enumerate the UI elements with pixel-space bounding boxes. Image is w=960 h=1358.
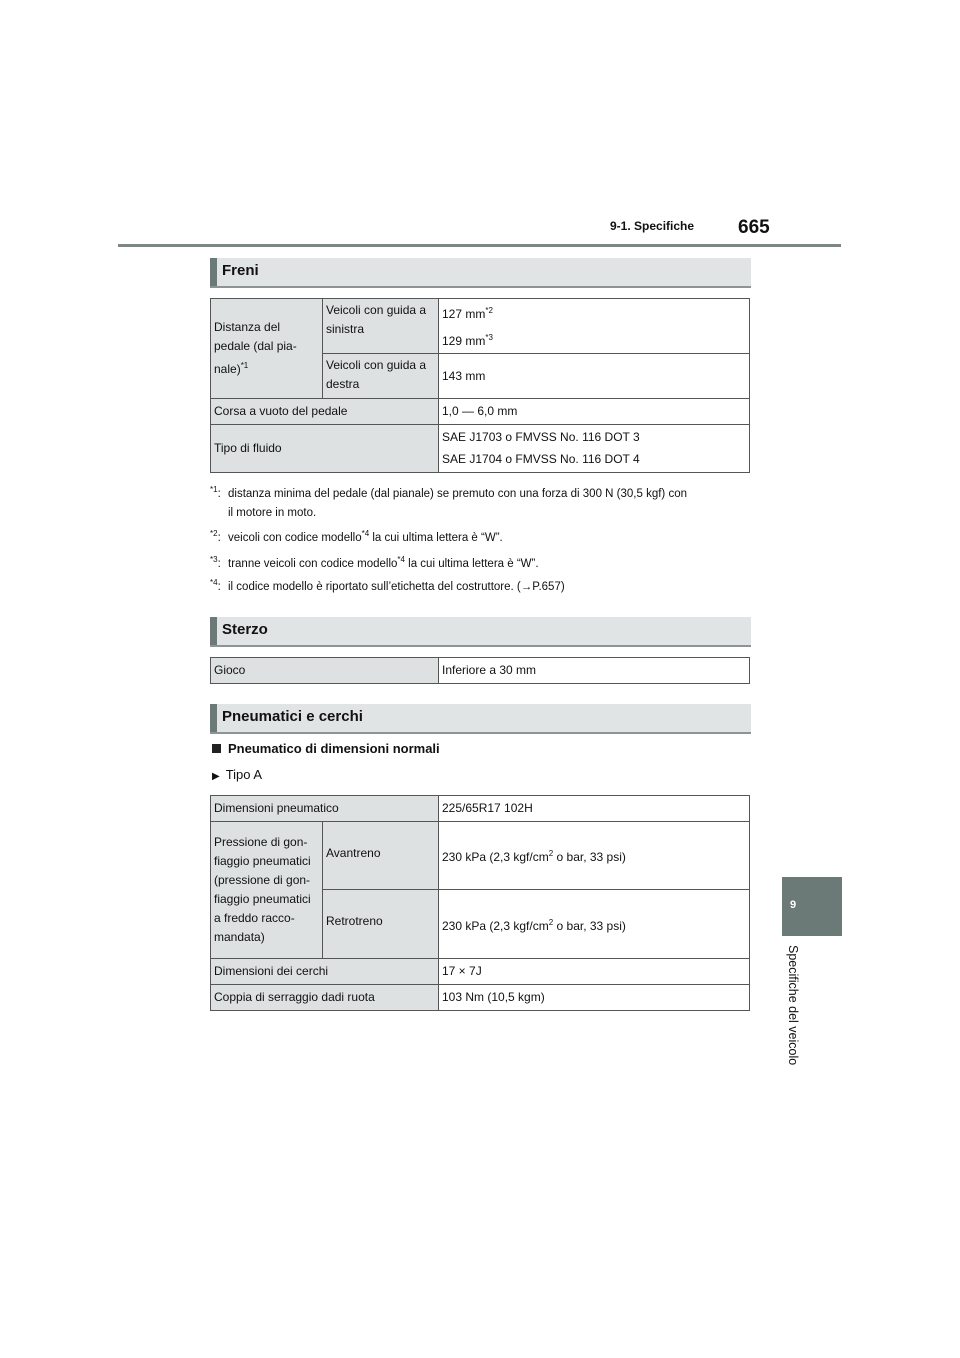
section-title-pneumatici: Pneumatici e cerchi xyxy=(222,708,363,725)
table-row xyxy=(211,658,750,684)
page-link[interactable]: P.657 xyxy=(532,580,561,593)
table-row xyxy=(211,399,750,425)
fluid-value: SAE J1703 o FMVSS No. 116 DOT 3 SAE J1704 o FMVSS No. 116 DOT 4 xyxy=(439,425,750,473)
section-title-sterzo: Sterzo xyxy=(222,621,268,638)
tire-size-value: 225/65R17 102H xyxy=(439,796,750,822)
free-play-value: 1,0 — 6,0 mm xyxy=(439,399,750,425)
rim-value: 17 × 7J xyxy=(439,959,750,985)
section-bar xyxy=(210,617,217,645)
section-header-sterzo xyxy=(210,617,751,647)
pedal-distance-label: Distanza del pedale (dal pia- nale)$^{*1}$ xyxy=(211,299,323,399)
tires-table xyxy=(210,795,750,1011)
brakes-table xyxy=(210,298,750,473)
table-row xyxy=(211,796,750,822)
section-title-freni: Freni xyxy=(222,262,259,279)
triangle-bullet-icon: ▶ xyxy=(212,771,220,782)
footnote: $^{*3}$: tranne veicoli con codice modello$^{*4}$ la cui ultima lettera è “W”. xyxy=(210,555,539,570)
rhd-label: Veicoli con guida a destra xyxy=(323,354,439,399)
page-number: 665 xyxy=(738,217,770,238)
pressure-label: Pressione di gon- fiaggio pneumatici (pressione di gon- fiaggio pneumatici a freddo racco- mandata) xyxy=(211,822,323,959)
torque-label: Coppia di serraggio dadi ruota xyxy=(211,985,439,1011)
front-label: Avantreno xyxy=(323,822,439,890)
steering-table xyxy=(210,657,750,684)
section-bar xyxy=(210,258,217,286)
chapter-label: Specifiche del veicolo xyxy=(786,945,800,1066)
torque-value: 103 Nm (10,5 kgm) xyxy=(439,985,750,1011)
lhd-value: 127 $mm^{*2}$ 129 $mm^{*3}$ xyxy=(439,299,750,354)
section-header-freni xyxy=(210,258,751,288)
type-label: ▶ Tipo A xyxy=(212,767,263,782)
section-bar xyxy=(210,704,217,732)
square-bullet-icon xyxy=(212,744,221,753)
table-row xyxy=(211,299,750,354)
subheading: Pneumatico di dimensioni normali xyxy=(212,741,440,756)
fluid-label: Tipo di fluido xyxy=(211,425,439,473)
free-play-label: Corsa a vuoto del pedale xyxy=(211,399,439,425)
table-row xyxy=(211,985,750,1011)
footnote: $^{*2}$: veicoli con codice modello$^{*4}$ la cui ultima lettera è “W”. xyxy=(210,529,503,544)
lhd-label: Veicoli con guida a sinistra xyxy=(323,299,439,354)
arrow-right-icon: → xyxy=(520,580,533,593)
rhd-value: 143 mm xyxy=(439,354,750,399)
play-label: Gioco xyxy=(211,658,439,684)
table-row xyxy=(211,959,750,985)
header-rule xyxy=(118,244,841,247)
table-row xyxy=(211,822,750,890)
rear-label: Retrotreno xyxy=(323,890,439,959)
section-header-pneumatici xyxy=(210,704,751,734)
tire-size-label: Dimensioni pneumatico xyxy=(211,796,439,822)
play-value: Inferiore a 30 mm xyxy=(439,658,750,684)
rim-label: Dimensioni dei cerchi xyxy=(211,959,439,985)
chapter-tab[interactable]: 9 xyxy=(782,877,842,936)
footnote: $^{*1}$: distanza minima del pedale (dal pianale) se premuto con una forza di 300 N (30,5 kgf) con il motore in moto. xyxy=(210,485,687,519)
section-title: 9-1. Specifiche xyxy=(610,219,695,233)
table-row xyxy=(211,425,750,473)
footnote: $^{*4}$: il codice modello è riportato sull’etichetta del costruttore. (→P.657) xyxy=(210,578,565,593)
rear-value: 230 kPa (2,3 kgf/$cm^2$ o bar, 33 psi) xyxy=(439,890,750,959)
front-value: 230 kPa (2,3 kgf/$cm^2$ o bar, 33 psi) xyxy=(439,822,750,890)
